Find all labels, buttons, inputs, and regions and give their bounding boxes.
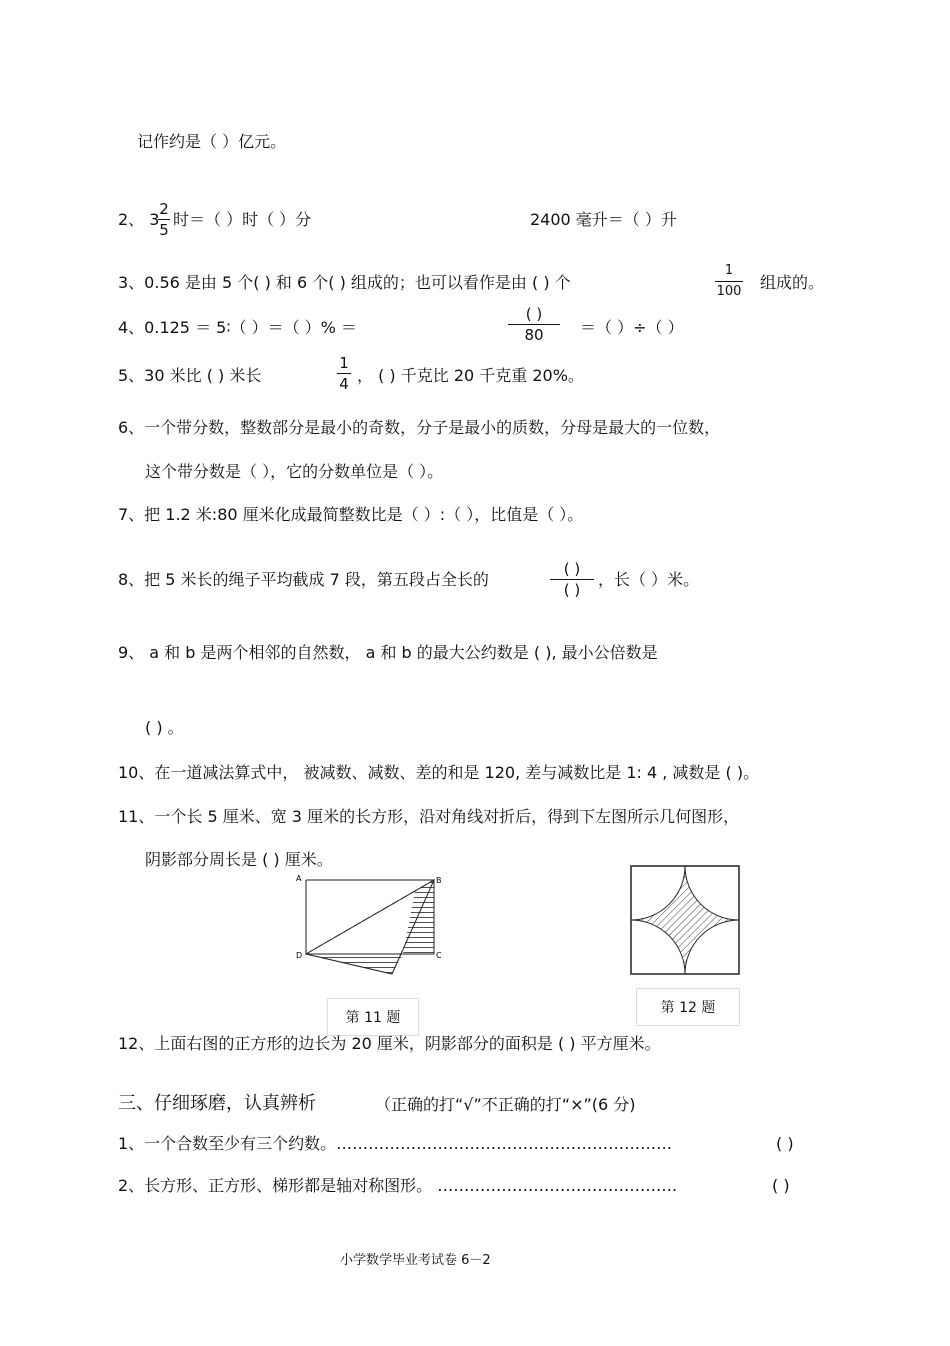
- q4-suffix: ＝（ ）÷（ ）: [580, 318, 684, 337]
- label-b: B: [436, 876, 442, 885]
- q4-fraction: [508, 305, 560, 344]
- q11-line1: 11、一个长 5 厘米、宽 3 厘米的长方形，沿对角线对折后，得到下左图所示几何图形，: [118, 807, 740, 826]
- q8-fraction: [550, 560, 594, 599]
- figure-12-caption: 第 12 题: [636, 988, 740, 1026]
- q6-line2: 这个带分数是（ ），它的分数单位是（ ）。: [145, 462, 444, 481]
- q4-prefix: 4、0.125 ＝ 5∶（ ）＝（ ）% ＝: [118, 318, 357, 337]
- q5-frac-den: 4: [339, 375, 349, 393]
- q8-prefix: 8、把 5 米长的绳子平均截成 7 段，第五段占全长的: [118, 570, 489, 589]
- q2-milliliters: 2400 毫升＝（ ）升: [530, 210, 677, 229]
- q12: 12、上面右图的正方形的边长为 20 厘米，阴影部分的面积是 ( ) 平方厘米。: [118, 1034, 661, 1053]
- judge-2: 2、长方形、正方形、梯形都是轴对称图形。 ………………………………………: [118, 1176, 678, 1195]
- shaded-region-right: [403, 880, 434, 954]
- shaded-region-bottom: [306, 954, 403, 974]
- fraction-bar: [508, 324, 560, 325]
- q6-line1: 6、一个带分数，整数部分是最小的奇数，分子是最小的质数，分母是最大的一位数，: [118, 418, 721, 437]
- q3-frac-num: 1: [724, 263, 734, 278]
- q8-suffix: ，长（ ）米。: [598, 570, 700, 589]
- q5-suffix: ， ( ) 千克比 20 千克重 20%。: [357, 366, 584, 385]
- q8-frac-num: ( ): [563, 560, 581, 578]
- figure-11-diagram: [292, 870, 447, 980]
- section-3-title: 三、仔细琢磨，认真辨析: [118, 1093, 316, 1114]
- figure-11-caption: 第 11 题: [327, 998, 419, 1036]
- q8-frac-den: ( ): [563, 581, 581, 599]
- label-c: C: [436, 951, 442, 960]
- q11-line2: 阴影部分周长是 ( ) 厘米。: [145, 850, 333, 869]
- judge-1: 1、一个合数至少有三个约数。………………………………………………………: [118, 1134, 673, 1153]
- q3-fraction: [715, 262, 743, 301]
- label-a: A: [296, 874, 302, 883]
- q5-prefix: 5、30 米比 ( ) 米长: [118, 366, 262, 385]
- q3-suffix: 组成的。: [760, 273, 825, 292]
- fraction-bar: [715, 281, 743, 282]
- q3-prefix: 3、0.56 是由 5 个( ) 和 6 个( ) 组成的；也可以看作是由 ( ) 个: [118, 273, 571, 292]
- q2-frac-den: 5: [159, 221, 169, 239]
- q3-frac-den: 100: [716, 284, 742, 299]
- q4-frac-den: 80: [524, 326, 544, 344]
- judge-2-answer-box[interactable]: ( ): [772, 1176, 790, 1195]
- q2-prefix: 2、 3: [118, 210, 160, 229]
- fraction-bar: [550, 579, 594, 580]
- q2-fraction: [158, 200, 170, 239]
- label-d: D: [296, 951, 303, 960]
- q5-frac-num: 1: [339, 354, 349, 372]
- figure-12-diagram: [628, 863, 742, 977]
- q5-fraction: [337, 354, 351, 393]
- q1-continuation: 记作约是（ ）亿元。: [137, 132, 287, 151]
- q9-line1: 9、 a 和 b 是两个相邻的自然数， a 和 b 的最大公约数是 ( ), 最小公倍数是: [118, 643, 658, 662]
- q9-line2: ( ) 。: [145, 718, 184, 737]
- fraction-bar: [158, 219, 170, 220]
- fraction-bar: [337, 373, 351, 374]
- q7: 7、把 1.2 米:80 厘米化成最简整数比是（ ）:（ ），比值是（ ）。: [118, 505, 584, 524]
- q2-frac-num: 2: [159, 200, 169, 218]
- judge-1-answer-box[interactable]: ( ): [776, 1134, 794, 1153]
- q2-hours-minutes: 时＝（ ）时（ ）分: [173, 210, 312, 229]
- page-footer: 小学数学毕业考试卷 6－2: [340, 1253, 491, 1268]
- q4-frac-num: ( ): [525, 305, 543, 323]
- section-3-note: （正确的打“√”不正确的打“×”(6 分): [375, 1095, 636, 1114]
- q10: 10、在一道减法算式中， 被减数、减数、差的和是 120, 差与减数比是 1: 4 , 减数是 ( )。: [118, 763, 760, 782]
